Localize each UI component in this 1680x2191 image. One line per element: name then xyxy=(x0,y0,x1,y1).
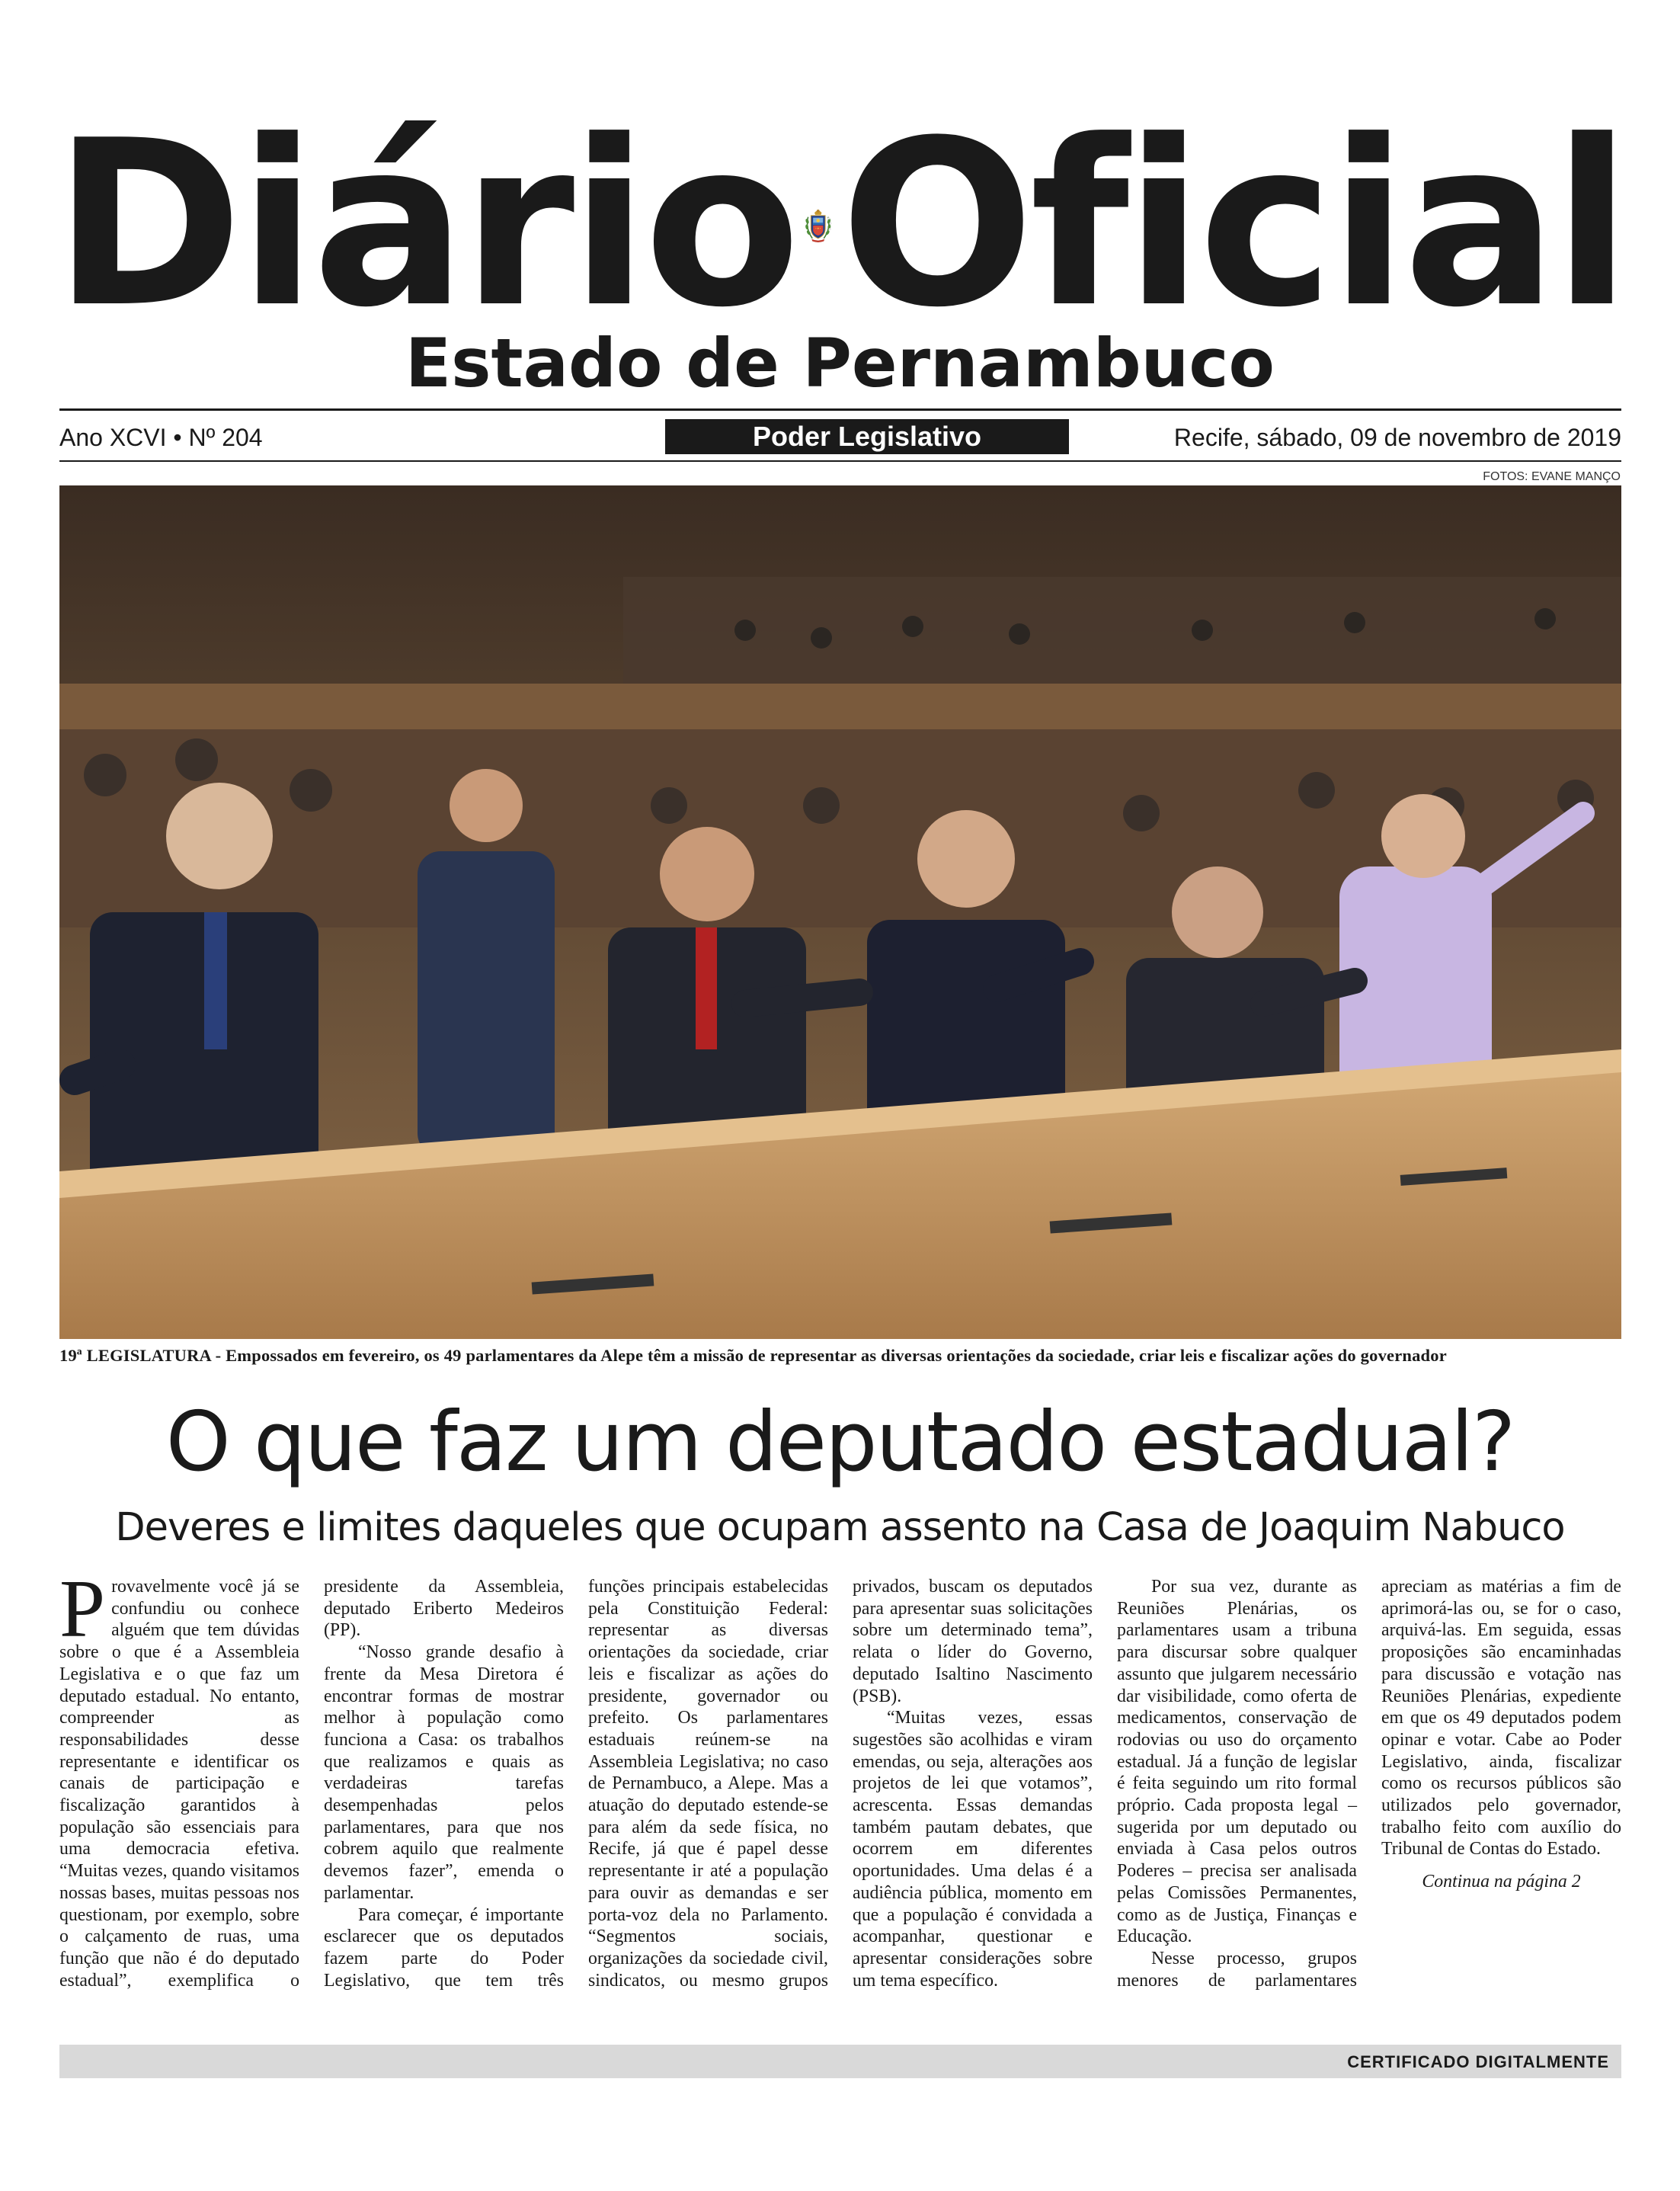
drop-cap: P xyxy=(59,1564,106,1654)
article-headline: O que faz um deputado estadual? xyxy=(165,1395,1515,1490)
article-paragraph: “Nosso grande desafio à frente da Mesa Diretora é encontrar formas de mostrar melhor à população como funciona a Casa: os trabalhos que realizamos e quais as verdadeiras tarefas desempenhadas pelos parlamentares, para que nos cobrem aquilo que realmente devemos fazer”, emenda o parlamentar. xyxy=(324,1642,564,1903)
article-paragraph: Por sua vez, durante as Reuniões Plenárias, os parlamentares usam a tribuna para discursar sobre qualquer assunto que julgarem necessário dar visibilidade, como oferta de medicamentos, conservação de rodovias ou uso do orçamento estadual. Já a função de legislar é feita seguindo um rito formal próprio. Cada proposta legal – sugerida por um deputado ou enviada à Casa pelos outros Poderes – precisa ser analisada pelas Comissões Permanentes, como as de Justiça, Finanças e Educação. xyxy=(1117,1577,1357,1947)
article-paragraph: Nesse processo, grupos menores de parlamentares apreciam as matérias a fim de aprimorá-las ou, se for o caso, arquivá-las. Em seguida, essas proposições são encaminhadas para discussão e votação nas Reuniões Plenárias, expediente em que os 49 deputados podem opinar e votar. Cabe ao Poder Legislativo, ainda, fiscalizar como os recursos públicos são utilizados pelo governador, trabalho feito com auxílio do Tribunal de Contas do Estado. xyxy=(1117,1577,1621,1991)
top-rule xyxy=(59,408,1621,411)
continued-link[interactable]: Continua na página 2 xyxy=(1422,1872,1581,1892)
photo-credit: FOTOS: EVANE MANÇO xyxy=(1483,470,1621,483)
article-body xyxy=(59,1564,1621,2010)
photo-caption: 19ª LEGISLATURA - Empossados em fevereiro, os 49 parlamentares da Alepe têm a missão de representar as diversas orientações da sociedade, criar leis e fiscalizar ações do governador xyxy=(59,1346,1447,1365)
plenary-illustration xyxy=(59,485,1621,1339)
article-paragraph: “Muitas vezes, essas sugestões são acolhidas e viram emendas, ou seja, alterações aos projetos de lei que votamos”, acrescenta. Essas demandas também pautam debates, que ocorrem em diferentes oportunidades. Uma delas é a audiência pública, momento em que a população é convidada a acompanhar, questionar e apresentar considerações sobre um tema específico. xyxy=(853,1708,1093,1991)
masthead-title-left: Diário xyxy=(53,91,797,357)
article-paragraph: Provavelmente você já se confundiu ou conhece alguém que tem dúvidas sobre o que é a Assembleia Legislativa e o que faz um deputado estadual. No entanto, compreender as responsabilidades desse representante e identificar os canais de participação e fiscalização garantidos à população são essenciais para uma democracia efetiva. “Muitas vezes, quando visitamos nossas bases, muitas pessoas nos questionam, por exemplo, sobre o calçamento de ruas, uma função que não é do deputado estadual”, exemplifica o presidente da Assembleia, deputado Eriberto Medeiros (PP). xyxy=(59,1564,564,1991)
plenary-photo xyxy=(59,485,1621,1339)
footer-bar xyxy=(59,2045,1621,2078)
info-bar xyxy=(59,419,1621,457)
dateline: Recife, sábado, 09 de novembro de 2019 xyxy=(1173,424,1621,451)
article-deck: Deveres e limites daqueles que ocupam assento na Casa de Joaquim Nabuco xyxy=(115,1505,1565,1550)
bottom-rule xyxy=(59,460,1621,462)
issue-number: Ano XCVI • Nº 204 xyxy=(59,424,263,451)
masthead xyxy=(53,91,1627,357)
section-badge: Poder Legislativo xyxy=(665,419,1069,454)
digital-certificate-label: CERTIFICADO DIGITALMENTE xyxy=(1347,2052,1609,2071)
masthead-subtitle: Estado de Pernambuco xyxy=(405,324,1275,402)
article-paragraph: Para começar, é importante esclarecer que os deputados fazem parte do Poder Legislativo, que tem três funções principais estabelecidas pela Constituição Federal: representar as diversas orientações da sociedade, criar leis e fiscalizar as ações do presidente, governador ou prefeito. Os parlamentares estaduais reúnem-se na Assembleia Legislativa; no caso de Pernambuco, a Alepe. Mas a atuação do deputado estende-se para além da sede física, no Recife, já que é papel desse representante ir até a população para ouvir as demandas e ser porta-voz dela no Parlamento. “Segmentos sociais, organizações da sociedade civil, sindicatos, ou mesmo grupos privados, buscam os deputados para apresentar suas solicitações sobre um determinado tema”, relata o líder do Governo, deputado Isaltino Nascimento (PSB). xyxy=(324,1577,1093,1991)
masthead-title-right: Oficial xyxy=(840,91,1627,357)
pernambuco-coat-of-arms-icon xyxy=(804,130,832,320)
